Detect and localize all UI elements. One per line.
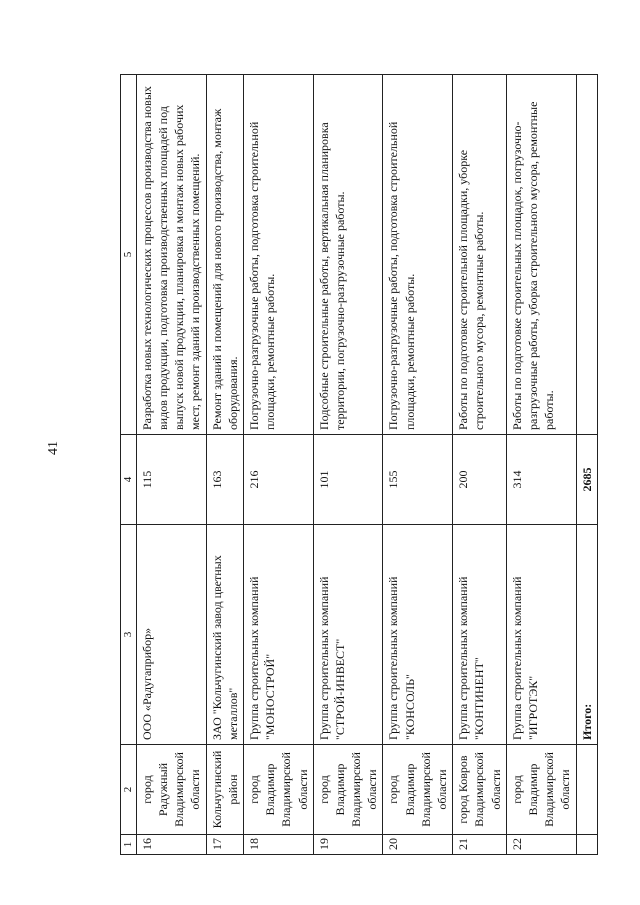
row-number: 18 xyxy=(243,835,313,855)
works-cell: Подсобные строительные работы, вертикальная планировка территории, погрузочно-разгрузочные работы. xyxy=(313,75,383,435)
total-empty-cell xyxy=(576,835,597,855)
table-row xyxy=(206,75,243,855)
organization-cell: ЗАО "Кольчугинский завод цветных металлов" xyxy=(206,525,243,745)
total-empty-cell xyxy=(576,745,597,835)
rotated-table-container xyxy=(120,75,594,855)
table-row xyxy=(313,75,383,855)
row-number: 22 xyxy=(506,835,576,855)
location-cell: город Радужный Владимирской области xyxy=(136,745,206,835)
row-number: 19 xyxy=(313,835,383,855)
header-cell-1: 1 xyxy=(121,835,137,855)
organization-cell: Группа строительных компаний "ИГРОТЭК" xyxy=(506,525,576,745)
organization-cell: Группа строительных компаний "СТРОЙ-ИНВЕСТ" xyxy=(313,525,383,745)
table-row xyxy=(506,75,576,855)
count-cell: 200 xyxy=(453,435,507,525)
row-number: 16 xyxy=(136,835,206,855)
row-number: 21 xyxy=(453,835,507,855)
header-cell-5: 5 xyxy=(121,75,137,435)
count-cell: 163 xyxy=(206,435,243,525)
organization-cell: ООО «Радугаприбор» xyxy=(136,525,206,745)
location-cell: город Владимир Владимирской области xyxy=(313,745,383,835)
organization-cell: Группа строительных компаний "МОНОСТРОЙ" xyxy=(243,525,313,745)
count-cell: 314 xyxy=(506,435,576,525)
table-row xyxy=(453,75,507,855)
count-cell: 216 xyxy=(243,435,313,525)
works-cell: Погрузочно-разгрузочные работы, подготовка строительной площадки, ремонтные работы. xyxy=(243,75,313,435)
row-number: 17 xyxy=(206,835,243,855)
header-row xyxy=(121,75,137,855)
location-cell: город Владимир Владимирской области xyxy=(383,745,453,835)
header-cell-3: 3 xyxy=(121,525,137,745)
works-cell: Ремонт зданий и помещений для нового производства, монтаж оборудования. xyxy=(206,75,243,435)
location-cell: город Владимир Владимирской области xyxy=(243,745,313,835)
works-cell: Работы по подготовке строительных площадок, погрузочно-разгрузочные работы, уборка строительного мусора, ремонтные работы. xyxy=(506,75,576,435)
header-cell-4: 4 xyxy=(121,435,137,525)
total-empty-cell xyxy=(576,75,597,435)
works-table xyxy=(120,74,598,855)
total-label: Итого: xyxy=(576,525,597,745)
organization-cell: Группа строительных компаний "КОНСОЛЬ" xyxy=(383,525,453,745)
location-cell: город Ковров Владимирской области xyxy=(453,745,507,835)
total-value: 2685 xyxy=(576,435,597,525)
table-row xyxy=(243,75,313,855)
header-cell-2: 2 xyxy=(121,745,137,835)
total-row xyxy=(576,75,597,855)
count-cell: 115 xyxy=(136,435,206,525)
organization-cell: Группа строительных компаний "КОНТИНЕНТ" xyxy=(453,525,507,745)
location-cell: Кольчугинский район xyxy=(206,745,243,835)
table-row xyxy=(136,75,206,855)
page-number: 41 xyxy=(46,441,61,455)
count-cell: 101 xyxy=(313,435,383,525)
works-cell: Погрузочно-разгрузочные работы, подготовка строительной площадки, ремонтные работы. xyxy=(383,75,453,435)
works-cell: Разработка новых технологических процессов производства новых видов продукции, подготовка производственных площадей под выпуск новой продукции, планировка и монтаж новых рабочих мест, ремонт зданий и производственных помещений. xyxy=(136,75,206,435)
location-cell: город Владимир Владимирской области xyxy=(506,745,576,835)
row-number: 20 xyxy=(383,835,453,855)
count-cell: 155 xyxy=(383,435,453,525)
works-cell: Работы по подготовке строительной площадки, уборке строительного мусора, ремонтные работы. xyxy=(453,75,507,435)
table-row xyxy=(383,75,453,855)
